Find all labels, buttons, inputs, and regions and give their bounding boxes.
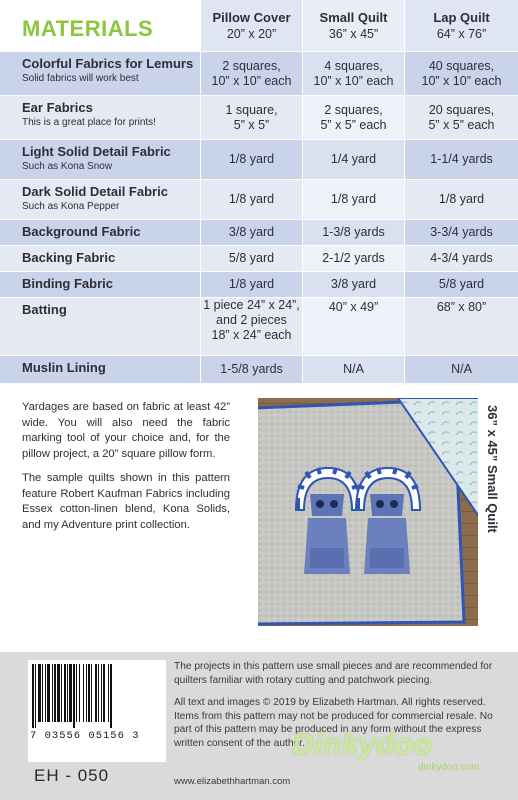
material-row [0, 96, 518, 140]
barcode-bar [69, 664, 72, 722]
barcode-bar [54, 664, 56, 722]
barcode-bar [98, 664, 99, 722]
amount-cell-small [302, 356, 404, 383]
amount-line: 2 squares, [222, 58, 281, 73]
barcode-bar [52, 664, 53, 722]
material-row [0, 356, 518, 384]
amount-line: 1-5/8 yards [220, 362, 283, 376]
amount-line: 5” x 5” each [428, 117, 495, 132]
copyright-note: All text and images © 2019 by Elizabeth Hartman. All rights reserved. Items from this pattern may not be produced for commercial resale. No part of this pattern may be produced in any form without the express written consent of the author. [174, 697, 493, 749]
material-label-cell [0, 96, 200, 139]
material-label: Muslin Lining [22, 360, 106, 375]
quilt-photo-illustration [258, 398, 478, 626]
amount-cell-small [302, 52, 404, 95]
amount-line: N/A [343, 362, 364, 376]
material-label: Colorful Fabrics for Lemurs [22, 56, 194, 71]
column-size: 64” x 76” [436, 26, 487, 41]
barcode-bar [101, 664, 102, 722]
amount-line: 2-1/2 yards [322, 251, 385, 265]
column-name: Lap Quilt [433, 9, 490, 25]
barcode-bar [103, 664, 105, 722]
amount-line: 20 squares, [428, 102, 495, 117]
amount-cell-pillow [200, 356, 302, 383]
amount-line: 5” x 5” [233, 117, 270, 132]
amount-line: 5/8 yard [438, 277, 485, 291]
barcode-bar [64, 664, 66, 722]
materials-table [0, 0, 518, 384]
author-url: www.elizabethhartman.com [174, 776, 291, 787]
barcode-bar [47, 664, 50, 722]
amount-cell-lap [404, 52, 518, 95]
material-note: Such as Kona Pepper [22, 201, 120, 212]
material-label: Binding Fabric [22, 276, 113, 291]
column-name: Pillow Cover [212, 9, 291, 25]
barcode-bar [42, 664, 43, 722]
amount-cell-small [302, 298, 404, 355]
amount-cell-lap [404, 356, 518, 383]
barcode-number: 7 03556 05156 3 [30, 730, 140, 742]
amount-line: 68” x 80” [436, 300, 487, 314]
barcode [28, 660, 166, 762]
barcode-bar [35, 664, 36, 728]
material-note: Solid fabrics will work best [22, 73, 139, 84]
amount-line: 4-3/4 yards [430, 251, 493, 265]
watermark-logo: Dinkydoo [292, 728, 433, 761]
barcode-bar [67, 664, 68, 722]
amount-line: 1 square, [225, 102, 278, 117]
amount-line: 40 squares, [428, 58, 495, 73]
column-size: 36” x 45” [328, 26, 379, 41]
table-header-row [0, 0, 518, 52]
material-row [0, 52, 518, 96]
amount-cell-lap [404, 220, 518, 245]
material-label-cell [0, 298, 200, 355]
barcode-bar [110, 664, 112, 728]
material-row [0, 180, 518, 220]
column-header-small [302, 0, 404, 51]
material-label-cell [0, 356, 200, 383]
description-paragraph: Yardages are based on fabric at least 42” wide. You will also need the fabric marking tool of your choice and, for the pillow project, a 20” square pillow form. [22, 401, 230, 460]
amount-line: 1-3/8 yards [322, 225, 385, 239]
amount-cell-lap [404, 272, 518, 297]
column-header-pillow [200, 0, 302, 51]
barcode-bar [86, 664, 87, 722]
amount-cell-small [302, 246, 404, 271]
yardage-description [22, 400, 230, 542]
barcode-bars [28, 660, 166, 730]
table-body [0, 52, 518, 384]
material-row [0, 220, 518, 246]
material-row [0, 298, 518, 356]
material-note: This is a great place for prints! [22, 117, 156, 128]
barcode-bar [95, 664, 97, 722]
amount-cell-pillow [200, 140, 302, 179]
amount-line: 40” x 49” [328, 300, 379, 314]
amount-line: 3-3/4 yards [430, 225, 493, 239]
barcode-bar [79, 664, 80, 722]
amount-cell-lap [404, 298, 518, 355]
amount-line: 1/8 yard [330, 192, 377, 206]
photo-size-label [476, 405, 510, 625]
barcode-bar [91, 664, 92, 722]
product-code: EH - 050 [34, 766, 110, 785]
barcode-bar [61, 664, 62, 722]
material-row [0, 140, 518, 180]
amount-cell-pillow [200, 96, 302, 139]
materials-title-cell [0, 0, 200, 51]
amount-cell-pillow [200, 246, 302, 271]
barcode-bar [108, 664, 109, 722]
amount-line: 2 squares, [324, 102, 383, 117]
amount-line: 10” x 10” each [421, 73, 502, 88]
material-label-cell [0, 52, 200, 95]
amount-line: and 2 pieces [216, 313, 287, 327]
amount-cell-small [302, 180, 404, 219]
material-row [0, 272, 518, 298]
amount-line: 4 squares, [324, 58, 383, 73]
amount-line: 10” x 10” each [211, 73, 292, 88]
amount-cell-lap [404, 96, 518, 139]
material-row [0, 246, 518, 272]
amount-line: 1 piece 24” x 24”, [203, 298, 300, 312]
column-header-lap [404, 0, 518, 51]
material-label-cell [0, 140, 200, 179]
description-paragraph: The sample quilts shown in this pattern feature Robert Kaufman Fabrics including Essex cotton-linen blend, Kona Solids, and my Adventure print collection. [22, 472, 230, 531]
amount-cell-lap [404, 180, 518, 219]
amount-line: 3/8 yard [330, 277, 377, 291]
column-size: 20” x 20” [226, 26, 277, 41]
material-label: Dark Solid Detail Fabric [22, 184, 168, 199]
barcode-bar [38, 664, 41, 722]
amount-line: 1/8 yard [228, 192, 275, 206]
amount-line: N/A [451, 362, 472, 376]
amount-line: 1/8 yard [228, 277, 275, 291]
quilt-photo [258, 398, 478, 626]
amount-line: 5” x 5” each [320, 117, 387, 132]
amount-line: 10” x 10” each [313, 73, 394, 88]
amount-line: 18” x 24” each [211, 328, 292, 342]
barcode-bar [88, 664, 90, 722]
material-label: Light Solid Detail Fabric [22, 144, 171, 159]
amount-line: 1/8 yard [438, 192, 485, 206]
photo-size-label-text: 36” x 45” Small Quilt [485, 405, 500, 533]
material-label: Ear Fabrics [22, 100, 93, 115]
amount-cell-small [302, 272, 404, 297]
barcode-bar [76, 664, 77, 722]
material-label-cell [0, 246, 200, 271]
amount-line: 1-1/4 yards [430, 152, 493, 166]
amount-cell-lap [404, 140, 518, 179]
amount-cell-pillow [200, 272, 302, 297]
amount-cell-pillow [200, 298, 302, 355]
material-label-cell [0, 220, 200, 245]
material-label-cell [0, 180, 200, 219]
barcode-bar [45, 664, 46, 722]
material-label: Batting [22, 302, 67, 317]
watermark-url: dinkydoo.com [418, 762, 480, 773]
barcode-bar [83, 664, 84, 722]
amount-cell-small [302, 140, 404, 179]
column-name: Small Quilt [319, 9, 388, 25]
materials-title: MATERIALS [22, 16, 154, 41]
material-label: Backing Fabric [22, 250, 116, 265]
barcode-bar [32, 664, 34, 728]
amount-line: 5/8 yard [228, 251, 275, 265]
material-label: Background Fabric [22, 224, 141, 239]
amount-cell-small [302, 96, 404, 139]
amount-cell-pillow [200, 180, 302, 219]
amount-cell-pillow [200, 220, 302, 245]
skill-note: The projects in this pattern use small pieces and are recommended for quilters familiar with rotary cutting and patchwork piecing. [174, 661, 493, 686]
material-label-cell [0, 272, 200, 297]
amount-cell-lap [404, 246, 518, 271]
amount-cell-small [302, 220, 404, 245]
amount-cell-pillow [200, 52, 302, 95]
barcode-bar [57, 664, 60, 722]
amount-line: 3/8 yard [228, 225, 275, 239]
barcode-bar [73, 664, 75, 728]
amount-line: 1/4 yard [330, 152, 377, 166]
amount-line: 1/8 yard [228, 152, 275, 166]
material-note: Such as Kona Snow [22, 161, 113, 172]
